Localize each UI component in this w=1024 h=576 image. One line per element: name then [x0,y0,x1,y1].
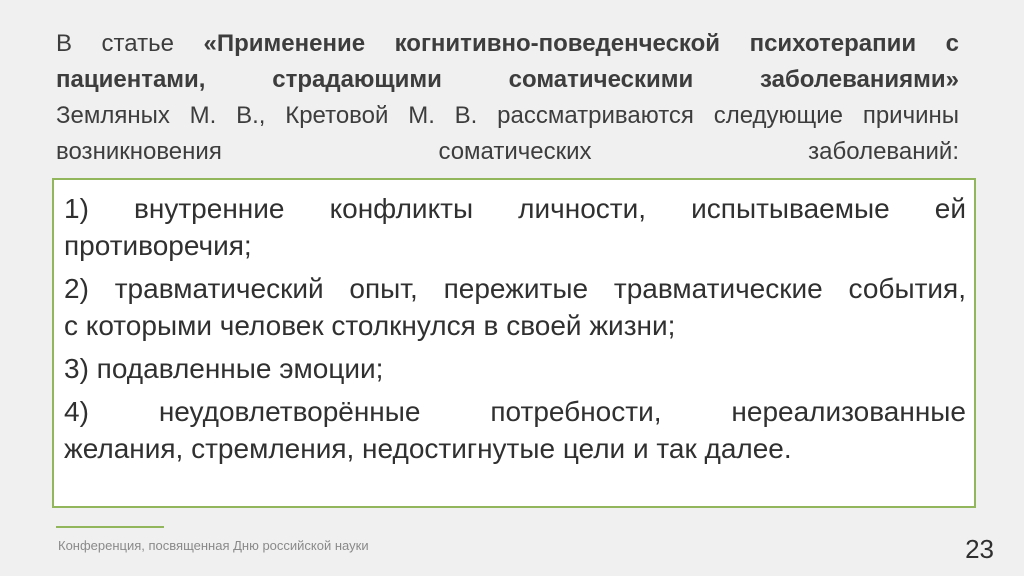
cause-item-2 [64,270,966,344]
intro-line-3: Земляных М. В., Кретовой М. В. рассматриваются следующие причины [56,102,959,129]
cause-item-1-line-2: противоречия; [64,230,252,261]
cause-item-4-line-1: 4) неудовлетворённые потребности, нереализованные [64,396,966,427]
cause-item-2-line-1: 2) травматический опыт, пережитые травматические события, [64,273,966,304]
article-title-part-2: пациентами, страдающими соматическими заболеваниями» [56,66,959,93]
cause-item-1-line-1: 1) внутренние конфликты личности, испытываемые ей [64,193,966,224]
footer-divider [56,526,164,528]
cause-item-1 [64,190,966,264]
cause-item-3 [64,350,966,387]
intro-line-2 [56,62,959,98]
page-number: 23 [965,534,994,564]
cause-item-4 [64,393,966,467]
article-title-part-1: «Применение когнитивно-поведенческой психотерапии с [203,30,959,57]
intro-line-4: возникновения соматических заболеваний: [56,138,959,165]
intro-line-1-text: В статье [56,30,204,57]
causes-box [52,178,976,508]
cause-item-4-line-2: желания, стремления, недостигнутые цели и так далее. [64,433,792,464]
intro-paragraph [56,26,959,170]
cause-item-3-line-1: 3) подавленные эмоции; [64,353,384,384]
footer-conference-text: Конференция, посвященная Дню российской науки [58,538,369,553]
cause-item-2-line-2: с которыми человек столкнулся в своей жизни; [64,310,676,341]
intro-line-1 [56,26,959,62]
